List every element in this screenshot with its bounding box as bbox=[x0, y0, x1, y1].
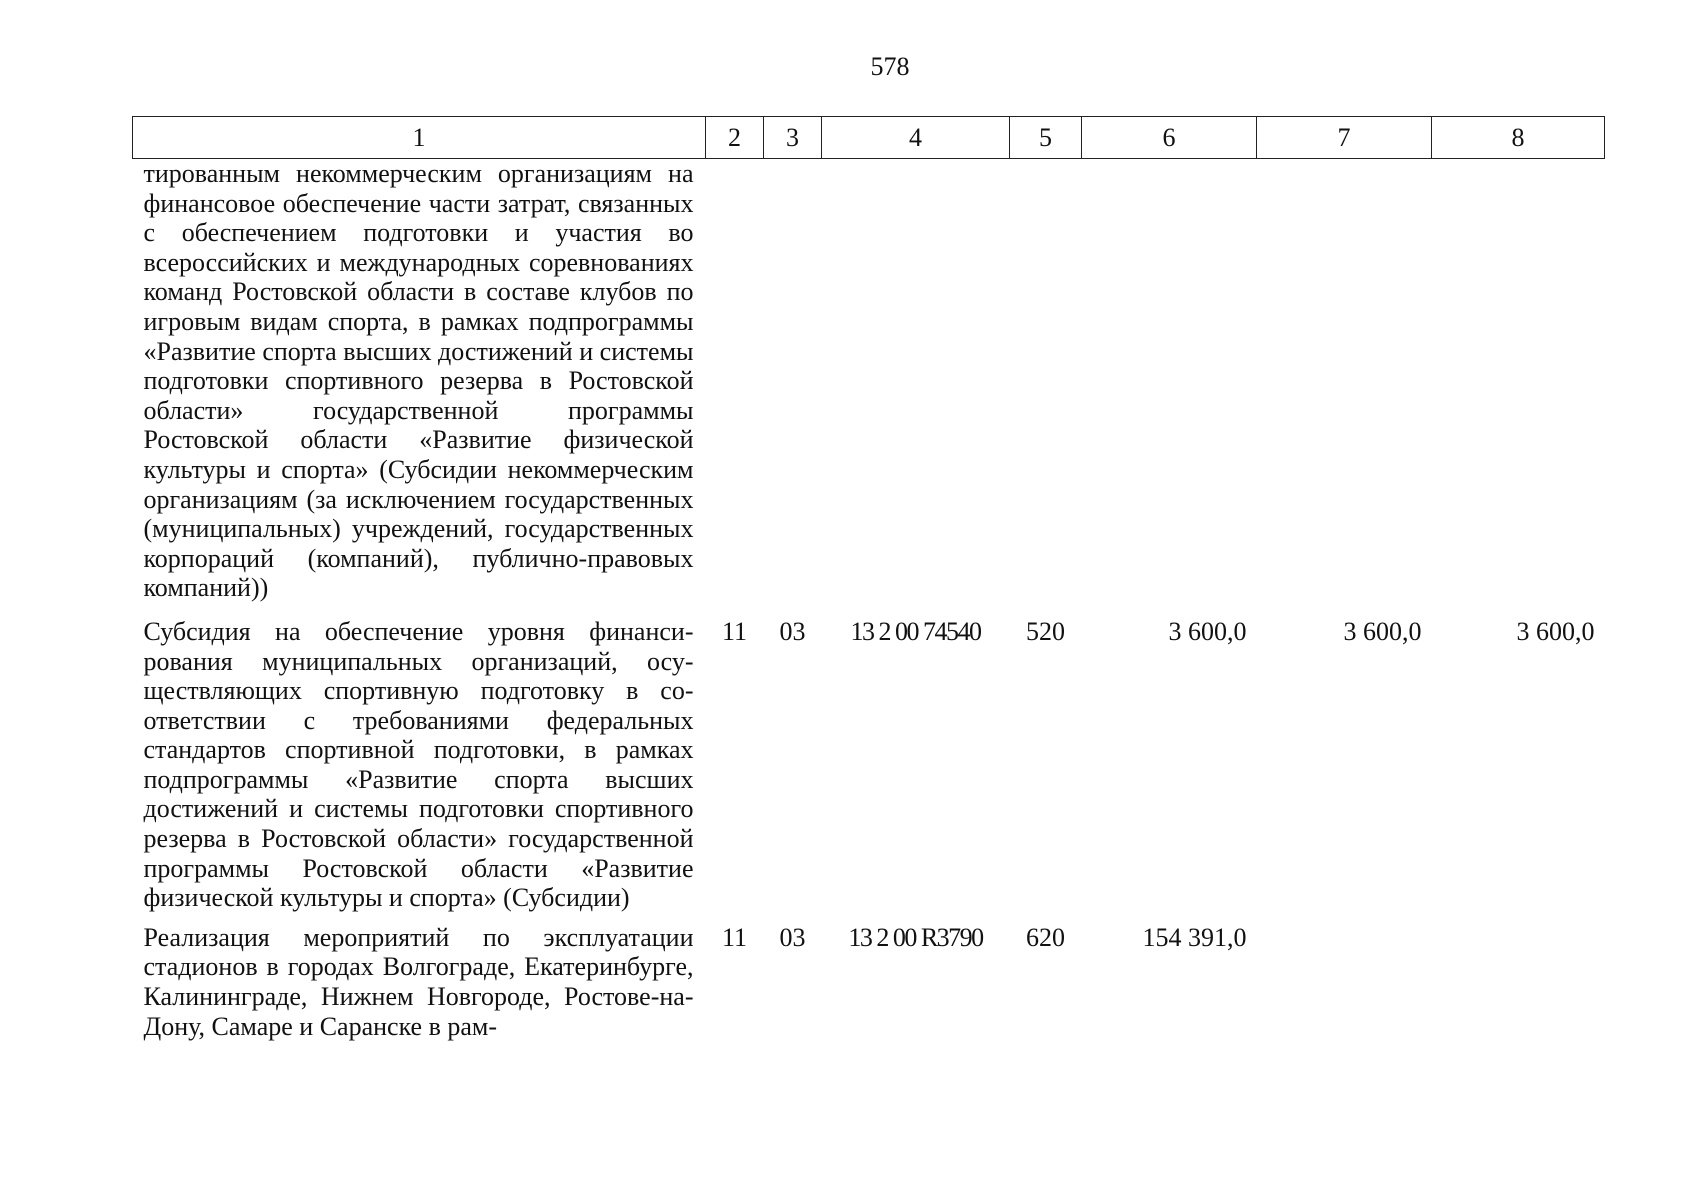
col-header-8: 8 bbox=[1432, 117, 1605, 159]
row-subsection: 03 bbox=[779, 616, 806, 646]
row-amount-1: 3 600,0 bbox=[1168, 616, 1247, 646]
row-amount-2: 3 600,0 bbox=[1343, 616, 1422, 646]
col-header-1: 1 bbox=[133, 117, 706, 159]
col-header-5: 5 bbox=[1010, 117, 1082, 159]
col-header-2: 2 bbox=[706, 117, 764, 159]
row-expense-type bbox=[1010, 159, 1082, 607]
row-section: 11 bbox=[721, 922, 748, 952]
table-row bbox=[133, 607, 1605, 913]
col-header-4: 4 bbox=[822, 117, 1010, 159]
row-subsection bbox=[764, 159, 822, 607]
row-amount-3 bbox=[1432, 913, 1605, 1041]
row-amount-2 bbox=[1257, 913, 1432, 1041]
col-header-6: 6 bbox=[1082, 117, 1257, 159]
row-amount-1 bbox=[1082, 159, 1257, 607]
budget-table bbox=[132, 116, 1605, 1041]
table-row bbox=[133, 159, 1605, 607]
row-amount-3 bbox=[1432, 159, 1605, 607]
row-section bbox=[706, 159, 764, 607]
row-description: Реализация мероприятий по эксплуатации стадионов в городах Волгограде, Екатеринбурге, Калининграде, Нижнем Новгороде, Ростове-на-Дону, Самаре и Саранске в рам- bbox=[143, 922, 694, 1041]
row-description: Субсидия на обеспечение уровня финансирования муниципальных организаций, осуществляющих спортивную подготовку в соответствии с требованиями федеральных стандартов спортивной подготовки, в рамках подпрограммы «Развитие спорта высших достижений и системы подготовки спортивного резерва в Ростовской области» государственной программы Ростовской области «Развитие физической культуры и спорта» (Субсидии) bbox=[143, 616, 694, 913]
row-target-item bbox=[822, 159, 1010, 607]
row-description: тированным некоммерческим организациям на финансовое обеспечение части затрат, связанных с обеспечением подготовки и участия во всероссийских и международных соревнованиях команд Ростовской области в составе клубов по игровым видам спорта, в рамках подпрограммы «Развитие спорта высших достижений и системы подготовки спортивного резерва в Ростовской области» государственной программы Ростовской области «Развитие физической культуры и спорта» (Субсидии некоммерческим организациям (за исключением государственных (муниципальных) учреждений, государственных корпораций (компаний), публично-правовых компаний)) bbox=[143, 159, 694, 603]
row-amount-1: 154 391,0 bbox=[1142, 922, 1247, 952]
row-subsection: 03 bbox=[779, 922, 806, 952]
row-section: 11 bbox=[721, 616, 748, 646]
row-amount-3: 3 600,0 bbox=[1516, 616, 1595, 646]
table-row bbox=[133, 913, 1605, 1041]
column-number-header-row bbox=[133, 117, 1605, 159]
page-number: 578 bbox=[870, 52, 910, 81]
row-amount-2 bbox=[1257, 159, 1432, 607]
row-target-item: 13 2 00 74540 bbox=[850, 616, 981, 646]
row-expense-type: 520 bbox=[1026, 616, 1065, 646]
row-target-item: 13 2 00 R3790 bbox=[848, 922, 983, 952]
row-expense-type: 620 bbox=[1026, 922, 1065, 952]
col-header-7: 7 bbox=[1257, 117, 1432, 159]
col-header-3: 3 bbox=[764, 117, 822, 159]
